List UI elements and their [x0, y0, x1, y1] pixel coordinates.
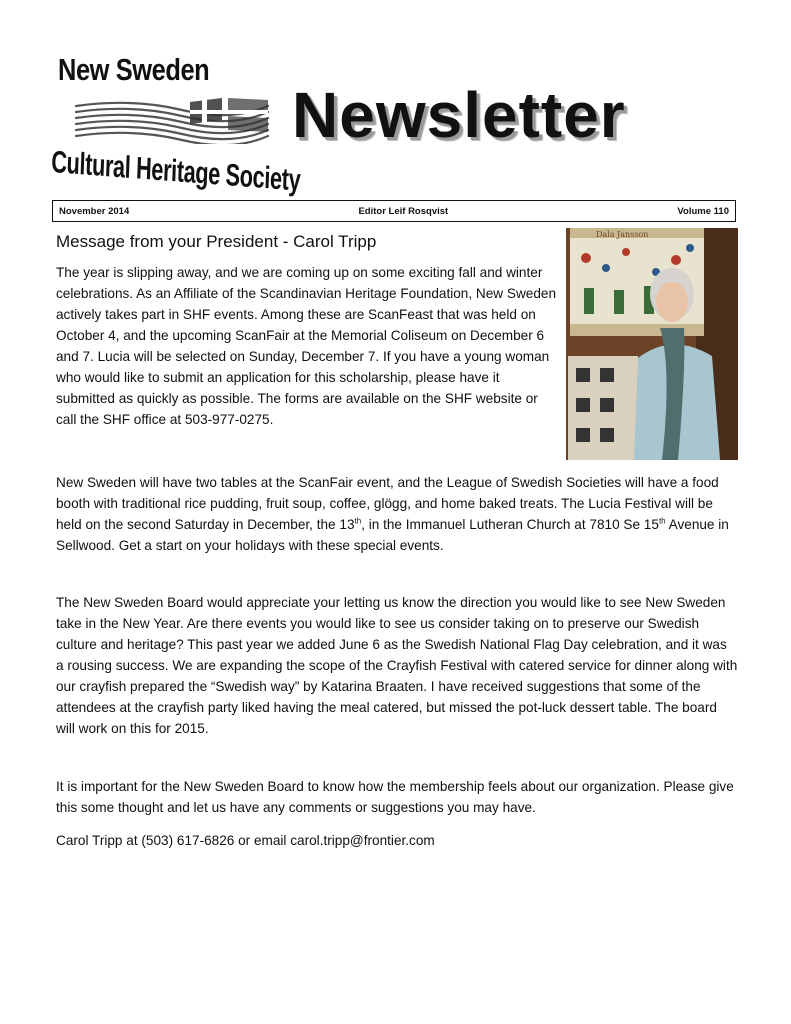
paragraph-membership: It is important for the New Sweden Board to know how the membership feels about our organization. Please give this some thought and let us have any comments or suggestions you may have. — [56, 779, 734, 815]
paragraph-board: The New Sweden Board would appreciate your letting us know the direction you would like to see New Sweden take in the New Year. Are there events you would like to see us consider taking on to preserve our Swedish culture and heritage? This past year we added June 6 as the Swedish National Flag Day celebration, and it was a rousing success. We are expanding the scope of the Crayfish Festival with catered service for dinner along with our crayfish prepared the “Swedish way” by Katarina Braaten. I have received suggestions that some of the attendees at the crayfish party liked having the meal catered, but missed the pot-luck dessert table. The board will work on this for 2015. — [56, 595, 738, 736]
paragraph-scanfair-part2: , in the Immanuel Lutheran Church at 7810 Se 15 — [361, 517, 659, 532]
paragraph-scanfair-part3: Avenue in Sellwood. Get a start on your holidays with these special events. — [56, 517, 729, 553]
volume-number: Volume 110 — [677, 205, 729, 217]
logo-text-line1: New Sweden — [58, 52, 210, 87]
editor-credit: Editor Leif Rosqvist — [358, 205, 449, 217]
issue-date: November 2014 — [59, 205, 130, 217]
contact-line: Carol Tripp at (503) 617-6826 or email carol.tripp@frontier.com — [56, 833, 435, 848]
flag-swoosh-icon — [72, 96, 272, 144]
issue-info-bar — [52, 200, 736, 222]
paragraph-scanfair-part1: New Sweden will have two tables at the ScanFair event, and the League of Swedish Societies will have a food booth with traditional rice pudding, fruit soup, coffee, glögg, and home baked treats. The Lucia Festival will be held on the second Saturday in December, the 13 — [56, 475, 719, 532]
ordinal-suffix-1: th — [354, 516, 362, 526]
tapestry-text: Dala Jansson — [596, 230, 649, 239]
ordinal-suffix-2: th — [658, 516, 666, 526]
logo-text-line2: Cultural Heritage Society — [50, 144, 301, 198]
society-logo — [50, 52, 301, 198]
paragraph-scanfair — [56, 472, 738, 556]
president-photo — [566, 228, 738, 460]
photo-illustration — [566, 228, 738, 460]
article-title: Message from your President - Carol Tripp — [56, 232, 377, 251]
masthead-title: Newsletter — [292, 79, 626, 151]
paragraph-intro: The year is slipping away, and we are coming up on some exciting fall and winter celebrations. As an Affiliate of the Scandinavian Heritage Foundation, New Sweden actively takes part in SHF events. Among these are ScanFeast that was held on October 4, and the upcoming ScanFair at the Memorial Coliseum on December 6 and 7. Lucia will be selected on Sunday, December 7. If you have a young woman who would like to submit an application for this scholarship, please have it submitted as quickly as possible. The forms are available on the SHF website or call the SHF office at 503-977-0275. — [56, 265, 557, 427]
